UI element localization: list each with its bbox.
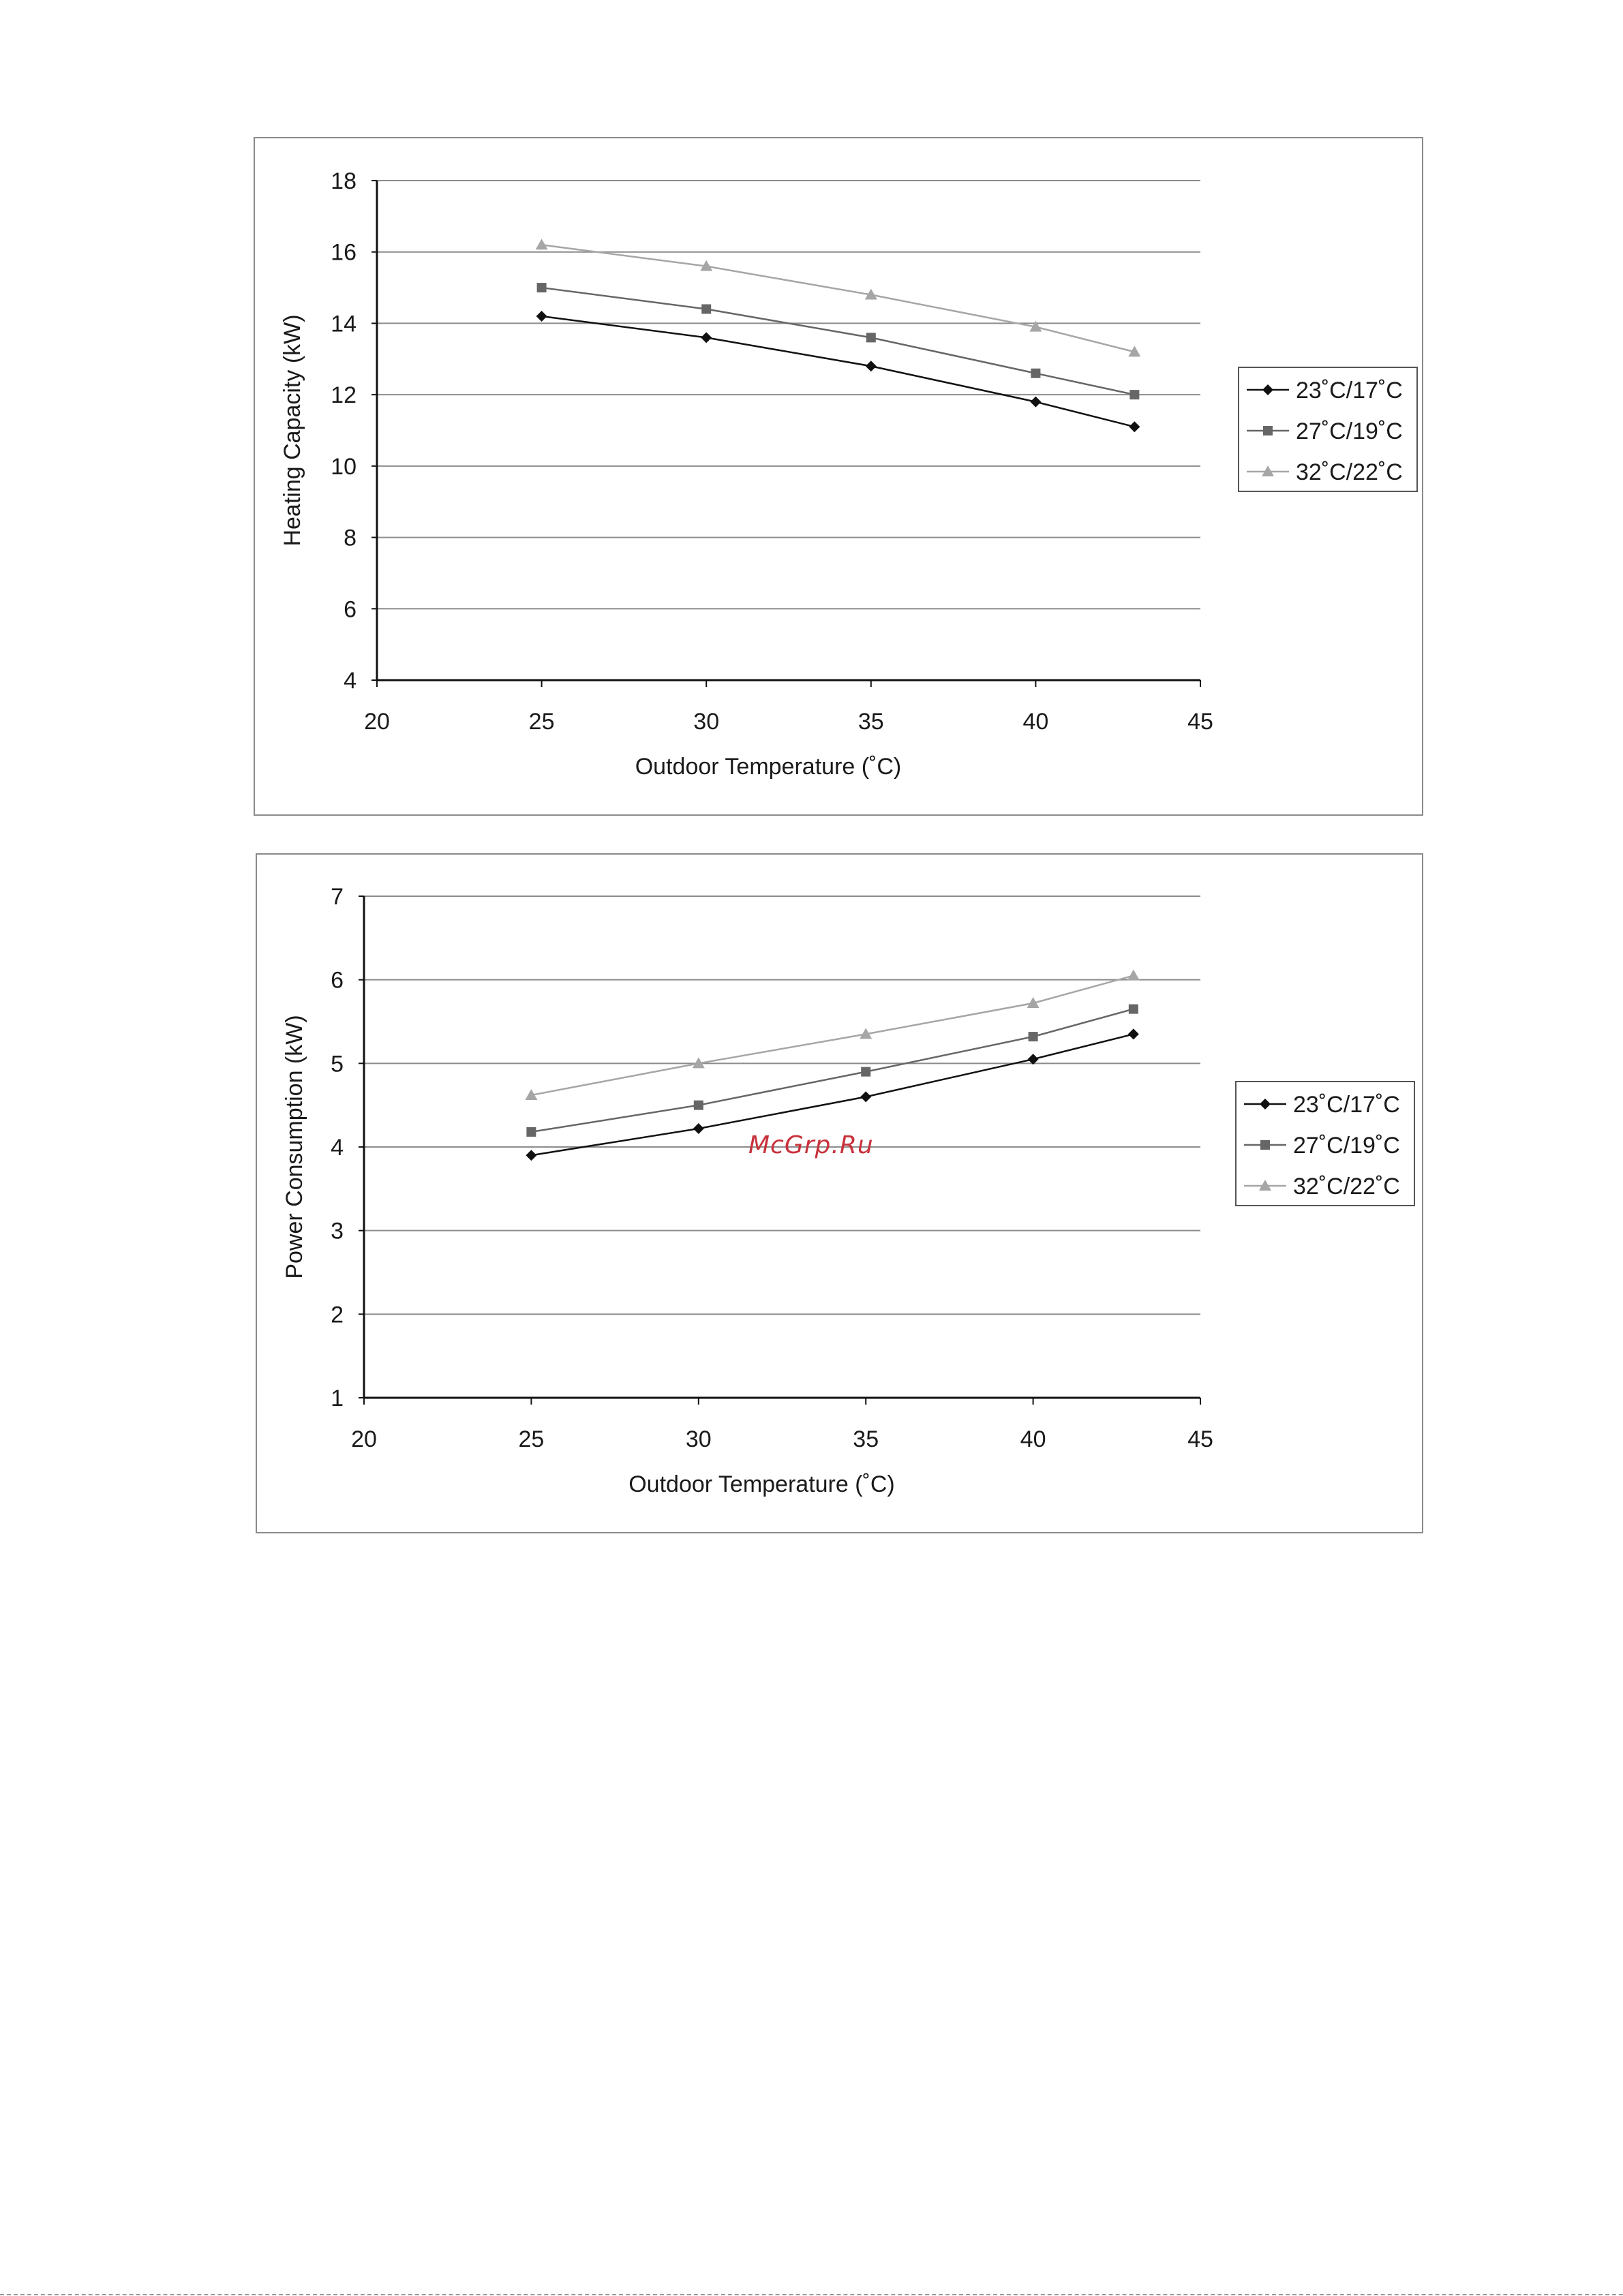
legend-label: 32˚C/22˚C <box>1293 1174 1400 1199</box>
x-tick-label: 35 <box>858 709 884 735</box>
y-tick-label: 5 <box>331 1051 344 1077</box>
series-2-point <box>1031 369 1040 378</box>
x-axis-title: Outdoor Temperature (˚C) <box>628 1471 895 1497</box>
y-tick-label: 10 <box>331 453 357 480</box>
x-tick-label: 45 <box>1187 1426 1213 1452</box>
series-2-point <box>526 1127 536 1137</box>
series-1-point <box>693 1123 704 1134</box>
x-tick-label: 25 <box>528 709 555 735</box>
y-tick-label: 4 <box>331 1135 344 1161</box>
y-tick-label: 12 <box>331 382 357 409</box>
series-2-line <box>542 288 1135 395</box>
x-tick-label: 30 <box>685 1426 712 1452</box>
series-2-point <box>1129 1005 1138 1014</box>
series-1-point <box>866 361 877 371</box>
y-tick-label: 16 <box>331 239 357 266</box>
series-1-point <box>701 332 712 343</box>
legend <box>1239 367 1417 491</box>
series-1-point <box>1030 397 1041 408</box>
series-3 <box>525 970 1139 1100</box>
y-tick-label: 6 <box>331 967 344 994</box>
legend-square-icon <box>1260 1140 1270 1150</box>
series-1-point <box>1129 421 1140 432</box>
y-tick-label: 7 <box>331 884 344 910</box>
y-tick-label: 2 <box>331 1302 344 1328</box>
legend-label: 23˚C/17˚C <box>1296 378 1403 403</box>
series-2-point <box>866 333 876 342</box>
legend-label: 27˚C/19˚C <box>1296 418 1403 444</box>
series-2-point <box>1129 390 1139 399</box>
x-tick-label: 30 <box>693 709 720 735</box>
series-2-point <box>701 304 711 313</box>
x-axis-title: Outdoor Temperature (˚C) <box>635 754 902 780</box>
power-consumption-chart <box>256 853 1423 1533</box>
series-1 <box>536 311 1140 432</box>
series-2-point <box>537 283 547 292</box>
y-axis-title: Heating Capacity (kW) <box>279 314 305 547</box>
legend-square-icon <box>1263 426 1273 435</box>
y-tick-label: 6 <box>344 596 357 623</box>
watermark: McGrp.Ru <box>748 1131 874 1159</box>
series-2-point <box>1029 1032 1038 1041</box>
legend-label: 23˚C/17˚C <box>1293 1092 1400 1118</box>
series-1-point <box>526 1150 536 1161</box>
x-tick-label: 35 <box>853 1426 879 1452</box>
y-tick-label: 14 <box>331 311 357 337</box>
heating-capacity-plot <box>255 138 1422 814</box>
y-tick-label: 4 <box>344 668 357 694</box>
x-tick-label: 20 <box>364 709 390 735</box>
y-tick-label: 3 <box>331 1218 344 1244</box>
x-tick-label: 45 <box>1187 709 1213 735</box>
series-2-point <box>861 1067 870 1077</box>
x-tick-label: 40 <box>1022 709 1049 735</box>
x-tick-label: 20 <box>351 1426 377 1452</box>
y-tick-label: 1 <box>331 1386 344 1411</box>
y-axis-title: Power Consumption (kW) <box>282 1015 307 1279</box>
series-2 <box>526 1005 1138 1137</box>
series-3-point <box>536 239 548 249</box>
y-tick-label: 8 <box>344 525 357 551</box>
series-1-line <box>542 316 1135 427</box>
series-3 <box>536 239 1141 356</box>
series-2-line <box>531 1009 1133 1132</box>
series-3-point <box>1127 970 1140 981</box>
series-1-point <box>860 1091 871 1102</box>
x-tick-label: 25 <box>518 1426 545 1452</box>
legend <box>1236 1082 1414 1206</box>
legend-label: 32˚C/22˚C <box>1296 459 1403 485</box>
series-1-point <box>1128 1028 1139 1039</box>
series-2 <box>537 283 1140 399</box>
x-tick-label: 40 <box>1020 1426 1046 1452</box>
heating-capacity-chart <box>254 137 1423 816</box>
power-consumption-plot <box>257 855 1422 1532</box>
series-1-point <box>536 311 547 322</box>
page-bottom-divider <box>0 2294 1623 2295</box>
legend-label: 27˚C/19˚C <box>1293 1133 1400 1159</box>
y-tick-label: 18 <box>331 168 357 194</box>
series-3-line <box>531 976 1133 1095</box>
series-2-point <box>694 1101 703 1110</box>
